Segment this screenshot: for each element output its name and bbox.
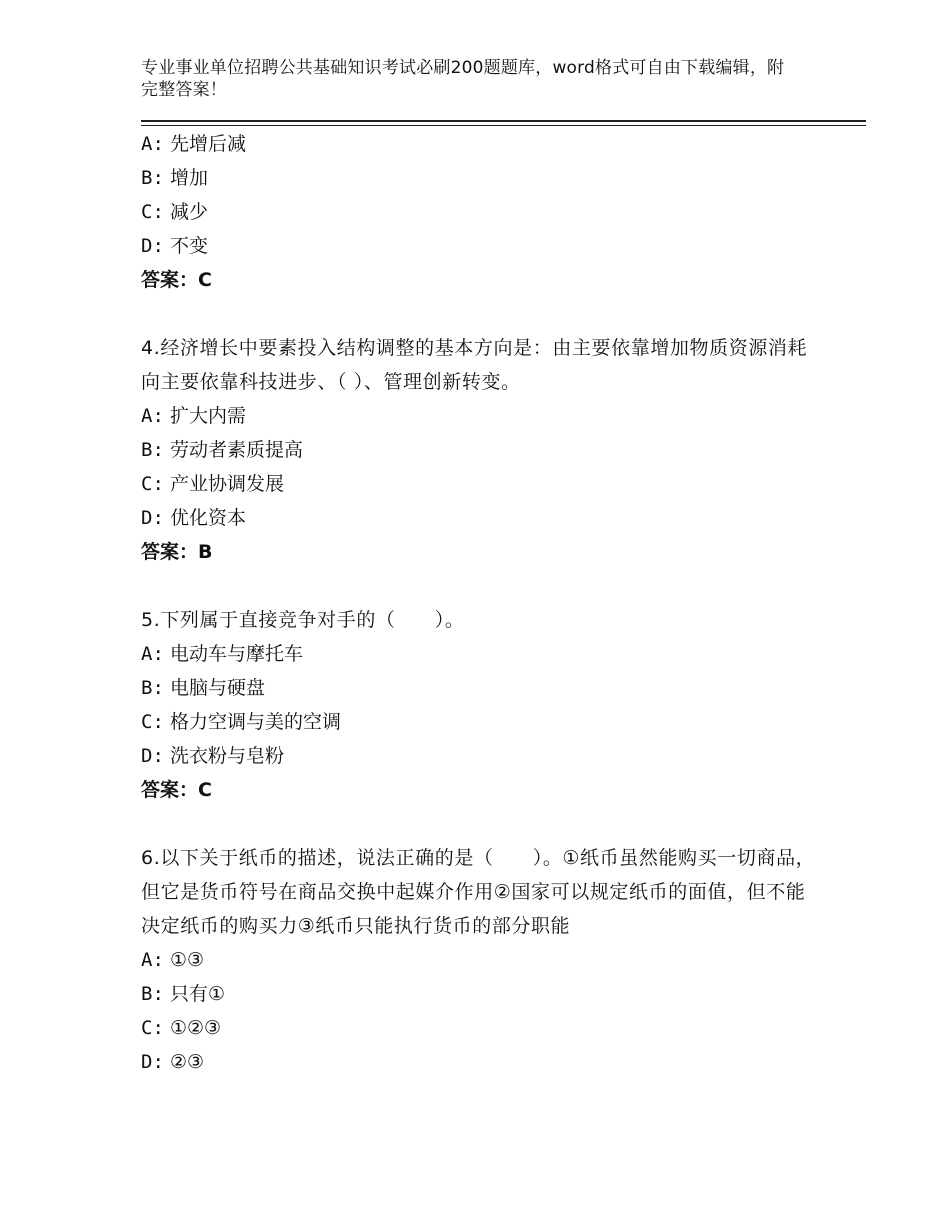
answer-line: 答案：B: [141, 541, 213, 563]
option-letter: C:: [141, 1017, 164, 1039]
option-text: 增加: [169, 167, 208, 189]
question-4: [141, 331, 821, 569]
option-a: [141, 127, 821, 161]
option-text: 先增后减: [169, 133, 246, 155]
question-stem: 6.以下关于纸币的描述，说法正确的是（ ）。①纸币虽然能购买一切商品，但它是货币符号在商品交换中起媒介作用②国家可以规定纸币的面值，但不能决定纸币的购买力③纸币只能执行货币的部分职能: [141, 847, 816, 937]
option-letter: A:: [141, 949, 164, 971]
question-stem: 4.经济增长中要素投入结构调整的基本方向是：由主要依靠增加物质资源消耗向主要依靠科技进步、（ ）、管理创新转变。: [141, 337, 808, 393]
option-d: [141, 501, 821, 535]
option-a: [141, 399, 821, 433]
option-letter: D:: [141, 1051, 164, 1073]
option-text: ①③: [169, 949, 205, 971]
option-c: [141, 1011, 821, 1045]
option-text: 只有①: [169, 983, 225, 1005]
document-header: 专业事业单位招聘公共基础知识考试必刷200题题库，word格式可自由下载编辑，附完整答案！: [141, 58, 785, 100]
option-d: [141, 229, 821, 263]
question-6: [141, 841, 821, 1079]
header-divider-thick: [141, 120, 866, 122]
option-c: [141, 195, 821, 229]
option-letter: D:: [141, 745, 164, 767]
option-a: [141, 943, 821, 977]
option-letter: A:: [141, 643, 164, 665]
option-text: 劳动者素质提高: [169, 439, 303, 461]
option-text: 洗衣粉与皂粉: [169, 745, 284, 767]
option-c: [141, 705, 821, 739]
option-text: 不变: [169, 235, 208, 257]
question-stem: 5.下列属于直接竞争对手的（ ）。: [141, 609, 465, 631]
option-text: 减少: [169, 201, 208, 223]
prev-question-block: [141, 127, 821, 297]
option-letter: A:: [141, 405, 164, 427]
option-a: [141, 637, 821, 671]
option-letter: B:: [141, 439, 164, 461]
option-d: [141, 1045, 821, 1079]
option-b: [141, 433, 821, 467]
option-letter: B:: [141, 983, 164, 1005]
option-text: ①②③: [169, 1017, 222, 1039]
option-text: 扩大内需: [169, 405, 246, 427]
option-letter: C:: [141, 711, 164, 733]
option-d: [141, 739, 821, 773]
option-b: [141, 161, 821, 195]
header-divider-thin: [141, 125, 866, 126]
option-letter: C:: [141, 473, 164, 495]
option-letter: D:: [141, 235, 164, 257]
option-b: [141, 977, 821, 1011]
question-content: [141, 127, 821, 1079]
option-text: ②③: [169, 1051, 205, 1073]
option-text: 格力空调与美的空调: [169, 711, 341, 733]
option-letter: A:: [141, 133, 164, 155]
option-text: 电脑与硬盘: [169, 677, 265, 699]
answer-line: 答案：C: [141, 779, 212, 801]
option-letter: C:: [141, 201, 164, 223]
option-letter: B:: [141, 677, 164, 699]
option-letter: D:: [141, 507, 164, 529]
option-c: [141, 467, 821, 501]
option-text: 产业协调发展: [169, 473, 284, 495]
question-5: [141, 603, 821, 807]
option-text: 优化资本: [169, 507, 246, 529]
option-letter: B:: [141, 167, 164, 189]
option-b: [141, 671, 821, 705]
answer-line: 答案：C: [141, 269, 212, 291]
option-text: 电动车与摩托车: [169, 643, 303, 665]
